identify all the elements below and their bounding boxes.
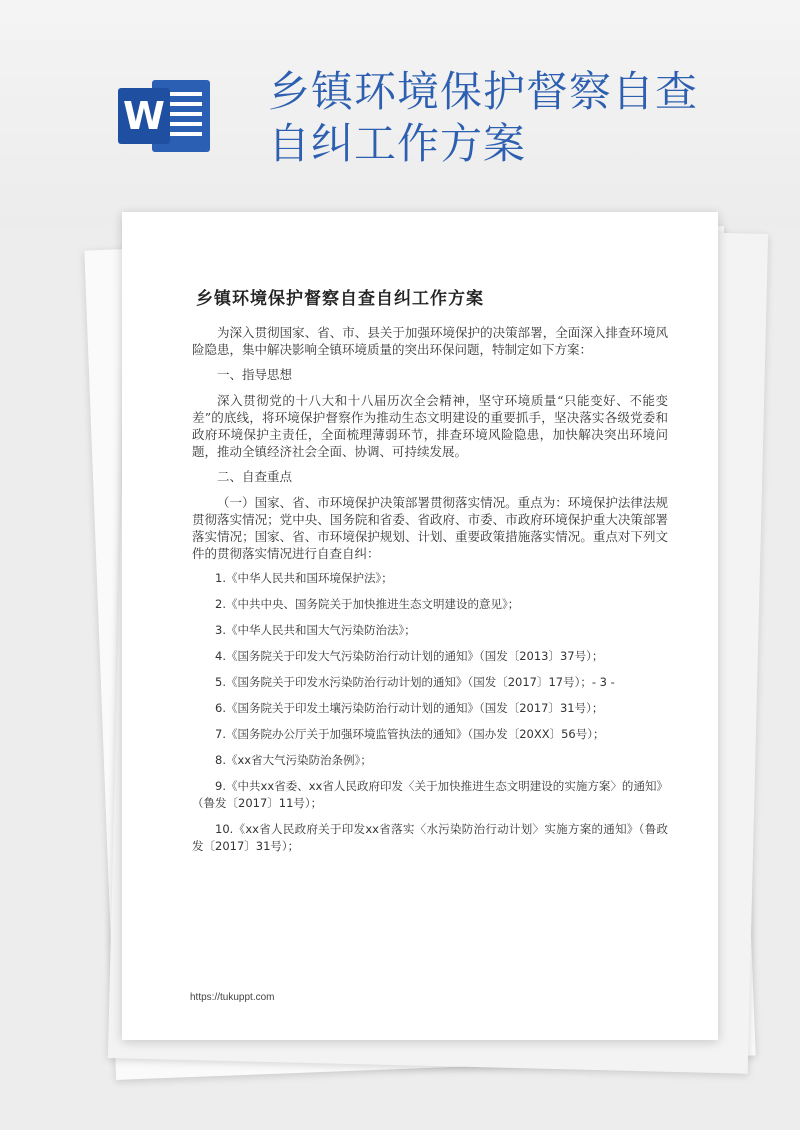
paragraph: 深入贯彻党的十八大和十八届历次全会精神，坚守环境质量“只能变好、不能变差”的底线，将环境保护督察作为推动生态文明建设的重要抓手，坚决落实各级党委和政府环境保护主责任，全面梳理薄弱环节，排查环境风险隐患，加快解决突出环境问题，推动全镇经济社会全面、协调、可持续发展。 (192, 393, 668, 459)
list-item: 2.《中共中央、国务院关于加快推进生态文明建设的意见》； (215, 597, 520, 611)
list-item: 5.《国务院关于印发水污染防治行动计划的通知》（国发〔2017〕17号）；- 3 - (215, 675, 615, 689)
paragraph: （一）国家、省、市环境保护决策部署贯彻落实情况。重点为：环境保护法律法规贯彻落实情况；党中央、国务院和省委、省政府、市委、市政府环境保护重大决策部署落实情况；国家、省、市环境保护规划、计划、重要政策措施落实情况。重点对下列文件的贯彻落实情况进行自查自纠： (192, 495, 668, 561)
list-item: 7.《国务院办公厅关于加强环境监管执法的通知》（国办发〔20XX〕56号）； (215, 727, 605, 741)
page-title-line-1: 乡镇环境保护督察自查 (268, 67, 699, 116)
document-title: 乡镇环境保护督察自查自纠工作方案 (196, 289, 484, 309)
paragraph: 为深入贯彻国家、省、市、县关于加强环境保护的决策部署，全面深入排查环境风险隐患，集中解决影响全镇环境质量的突出环保问题，特制定如下方案： (192, 325, 668, 357)
list-item: 3.《中华人民共和国大气污染防治法》； (215, 623, 416, 637)
list-item: 9.《中共xx省委、xx省人民政府印发〈关于加快推进生态文明建设的实施方案〉的通知》（鲁发〔2017〕11号）； (192, 779, 668, 810)
document-body (192, 324, 668, 864)
section-heading: 一、指导思想 (217, 367, 293, 382)
word-logo-letter: W (118, 88, 170, 144)
section-heading: 二、自查重点 (217, 469, 293, 484)
page-title (268, 66, 748, 170)
footer-url: https://tukuppt.com (190, 992, 275, 1003)
word-document-icon (118, 80, 210, 152)
list-item: 6.《国务院关于印发土壤污染防治行动计划的通知》（国发〔2017〕31号）； (215, 701, 604, 715)
list-item: 8.《xx省大气污染防治条例》； (215, 753, 372, 767)
list-item: 10.《xx省人民政府关于印发xx省落实〈水污染防治行动计划〉实施方案的通知》（鲁政发〔2017〕31号）； (192, 822, 668, 853)
list-item: 4.《国务院关于印发大气污染防治行动计划的通知》（国发〔2013〕37号）； (215, 649, 604, 663)
page-title-line-2: 自纠工作方案 (268, 119, 527, 168)
document-page (122, 212, 718, 1040)
list-item: 1.《中华人民共和国环境保护法》； (215, 571, 393, 585)
